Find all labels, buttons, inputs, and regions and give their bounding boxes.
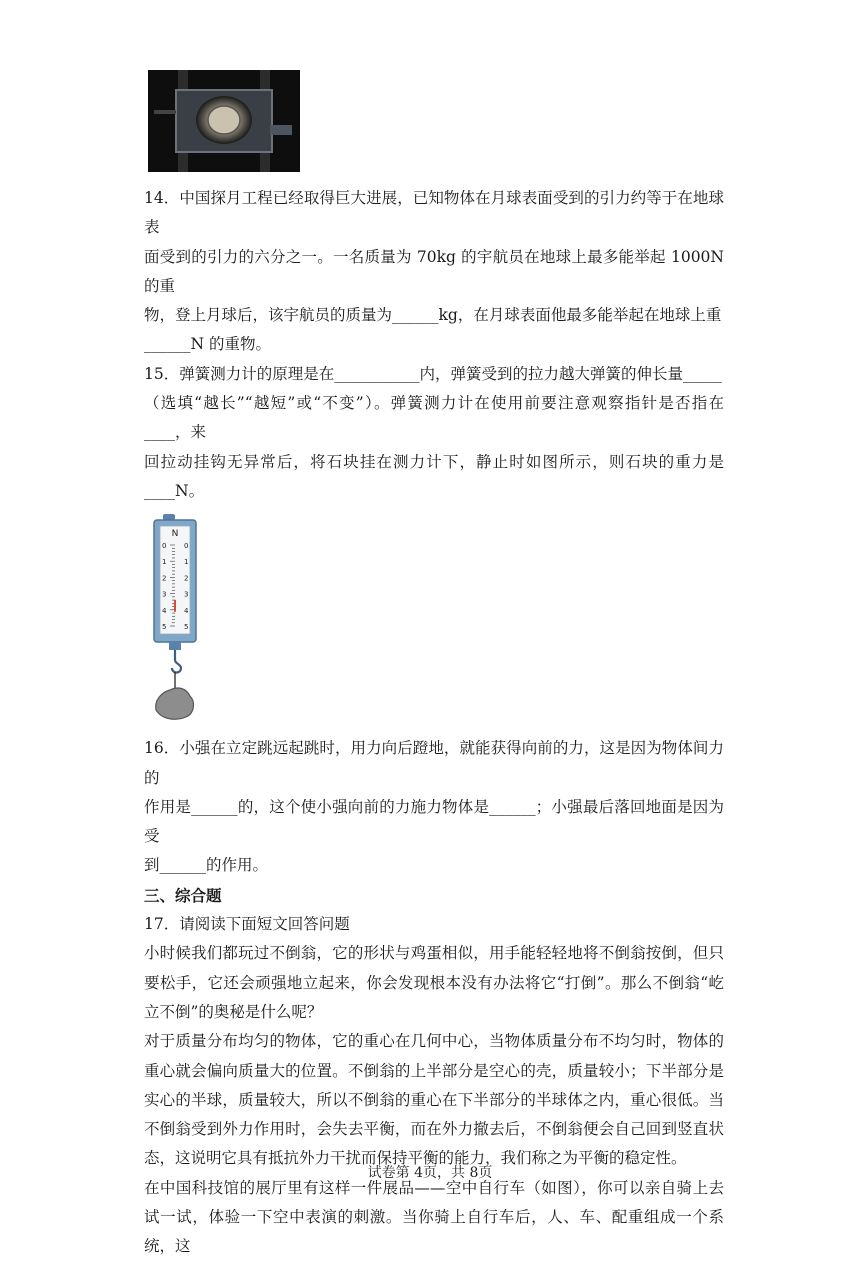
page-footer: 试卷第 4页，共 8页 [367,1165,493,1181]
q14-line2: 面受到的引力的六分之一。一名质量为 70kg 的宇航员在地球上最多能举起 1000N 的重 [144,247,724,295]
scale-tick-label: 2 [184,574,189,583]
q14-line3: 物，登上月球后，该宇航员的质量为______kg，在月球表面他最多能举起在地球上重 [144,306,722,325]
scale-hook [172,650,181,673]
spring-scale-svg [150,514,210,724]
scale-unit: N [171,529,179,540]
q16-line1: 16．小强在立定跳远起跳时，用力向后蹬地，就能获得向前的力，这是因为物体间力的 [144,739,724,787]
scale-tick-label: 3 [184,590,189,599]
scale-tick-label: 0 [184,542,189,551]
q16-line2: 作用是______的，这个使小强向前的力施力物体是______；小强最后落回地面是因为受 [144,797,724,846]
q17-paragraph-2: 对于质量分布均匀的物体，它的重心在几何中心，当物体质量分布不均匀时，物体的重心就会偏向质量大的位置。不倒翁的上半部分是空心的壳，质量较小；下半部分是实心的半球，质量较大，所以不倒翁的重心在下半部分的半球体之内，重心很低。当不倒翁受到外力作用时，会失去平衡，而在外力撤去后，不倒翁便会自己回到竖直状态，这说明它具有抵抗外力干扰而保持平衡的能力，我们称之为平衡的稳定性。 [144,1032,724,1168]
stone [156,688,194,719]
scale-tick-label: 5 [162,623,167,632]
scale-tick-label: 1 [162,558,167,567]
section-heading: 三、综合题 [144,885,222,905]
scale-tick-label: 2 [162,574,167,583]
q15-line3: 回拉动挂钩无异常后，将石块挂在测力计下，静止时如图所示，则石块的重力是____N。 [144,452,724,500]
q17-paragraph-3: 在中国科技馆的展厅里有这样一件展品——空中自行车（如图），你可以亲自骑上去试一试，体验一下空中表演的刺激。当你骑上自行车后，人、车、配重组成一个系统，这 [144,1178,724,1256]
apparatus-photo-image [148,70,300,172]
scale-tick-label: 1 [184,558,189,567]
q15-line1: 15．弹簧测力计的原理是在___________内，弹簧受到的拉力越大弹簧的伸长量_____ [144,364,722,383]
questions [144,184,724,1262]
scale-indicator [174,600,176,612]
q17-paragraph-1: 小时候我们都玩过不倒翁，它的形状与鸡蛋相似，用手能轻轻地将不倒翁按倒，但只要松手，它还会顽强地立起来，你会发现根本没有办法将它“打倒”。那么不倒翁“屹立不倒”的奥秘是什么呢？ [144,944,724,1021]
scale-tick-label: 4 [162,607,167,616]
q15-line2: （选填“越长”“越短”或“不变”）。弹簧测力计在使用前要注意观察指针是否指在____，来 [144,394,724,442]
scale-tick-label: 0 [162,542,167,551]
q17-title: 17．请阅读下面短文回答问题 [144,915,350,934]
apparatus-photo [148,70,300,172]
scale-tick-label: 4 [184,607,189,616]
spring-scale-figure [150,514,210,724]
q16-line3: 到______的作用。 [144,856,269,875]
q14-line1: 14．中国探月工程已经取得巨大进展，已知物体在月球表面受到的引力约等于在地球表 [144,189,724,237]
scale-tick-label: 3 [162,590,167,599]
scale-tick-label: 5 [184,623,189,632]
q14-line4: ______N 的重物。 [144,335,271,354]
